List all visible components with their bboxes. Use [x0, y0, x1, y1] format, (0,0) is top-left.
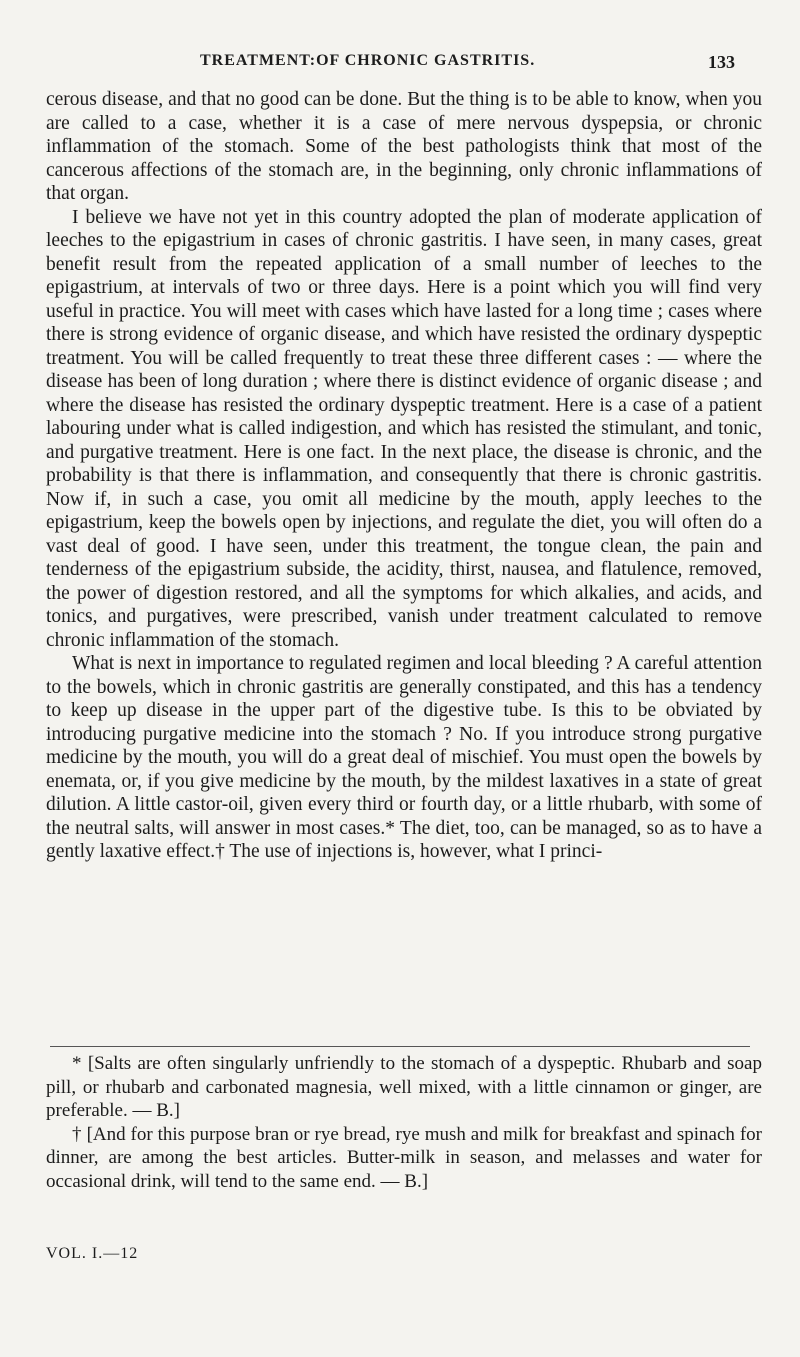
footnote: † [And for this purpose bran or rye bread, rye mush and milk for breakfast and spinach for dinner, are among the best articles. Butter-milk in season, and melasses and water for occasional drink, will tend to the same end. — B.]	[46, 1123, 762, 1192]
paragraph: I believe we have not yet in this country adopted the plan of moderate application of leeches to the epigastrium in cases of chronic gastritis. I have seen, in many cases, great benefit result from the repeated application of a small number of leeches to the epigastrium, at intervals of two or three days. Here is a point which you will find very useful in practice. You will meet with cases which have lasted for a long time ; cases where there is strong evidence of organic disease, and which have resisted the ordinary dyspeptic treatment. You will be called frequently to treat these three different cases : — where the disease has been of long duration ; where there is distinct evidence of organic disease ; and where the disease has resisted the ordinary dyspeptic treatment. Here is a case of a patient labouring under what is called indigestion, and which has resisted the stimulant, and tonic, and purgative treatment. Here is one fact. In the next place, the disease is chronic, and the probability is that there is inflammation, and consequently that there is chronic gastritis. Now if, in such a case, you omit all medicine by the mouth, apply leeches to the epigastrium, keep the bowels open by injections, and regulate the diet, you will often do a vast deal of good. I have seen, under this treatment, the tongue clean, the pain and tenderness of the epigastrium subside, the acidity, thirst, nausea, and flatulence, removed, the power of digestion restored, and all the symptoms for which alkalies, and acids, and tonics, and purgatives, were prescribed, vanish under treatment calculated to remove chronic inflammation of the stomach.	[46, 206, 762, 651]
paragraph: What is next in importance to regulated regimen and local bleeding ? A careful attention to the bowels, which in chronic gastritis are generally constipated, and this has a tendency to keep up disease in the upper part of the digestive tube. Is this to be obviated by introducing purgative medicine into the stomach ? No. If you introduce strong purgative medicine by the mouth, you will do a great deal of mischief. You must open the bowels by enemata, or, if you give medicine by the mouth, by the mildest laxatives in a state of great dilution. A little castor-oil, given every third or fourth day, or a little rhubarb, with some of the neutral salts, will answer in most cases.* The diet, too, can be managed, so as to have a gently laxative effect.† The use of injections is, however, what I princi-	[46, 653, 762, 862]
body-text	[46, 88, 762, 864]
running-title: TREATMENT:OF CHRONIC GASTRITIS.	[200, 52, 536, 69]
page-header	[0, 52, 800, 76]
footnote: * [Salts are often singularly unfriendly to the stomach of a dyspeptic. Rhubarb and soap pill, or rhubarb and carbonated magnesia, well mixed, with a little cinnamon or ginger, are preferable. — B.]	[46, 1053, 762, 1121]
footnotes	[46, 1052, 762, 1193]
footnote-divider	[50, 1046, 750, 1047]
page-number: 133	[708, 52, 735, 72]
signature-mark: VOL. I.—12	[46, 1245, 139, 1262]
paragraph: cerous disease, and that no good can be done. But the thing is to be able to know, when you are called to a case, whether it is a case of mere nervous dyspepsia, or chronic inflammation of the stomach. Some of the best pathologists think that most of the cancerous affections of the stomach are, in the beginning, only chronic inflammations of that organ.	[46, 89, 762, 204]
